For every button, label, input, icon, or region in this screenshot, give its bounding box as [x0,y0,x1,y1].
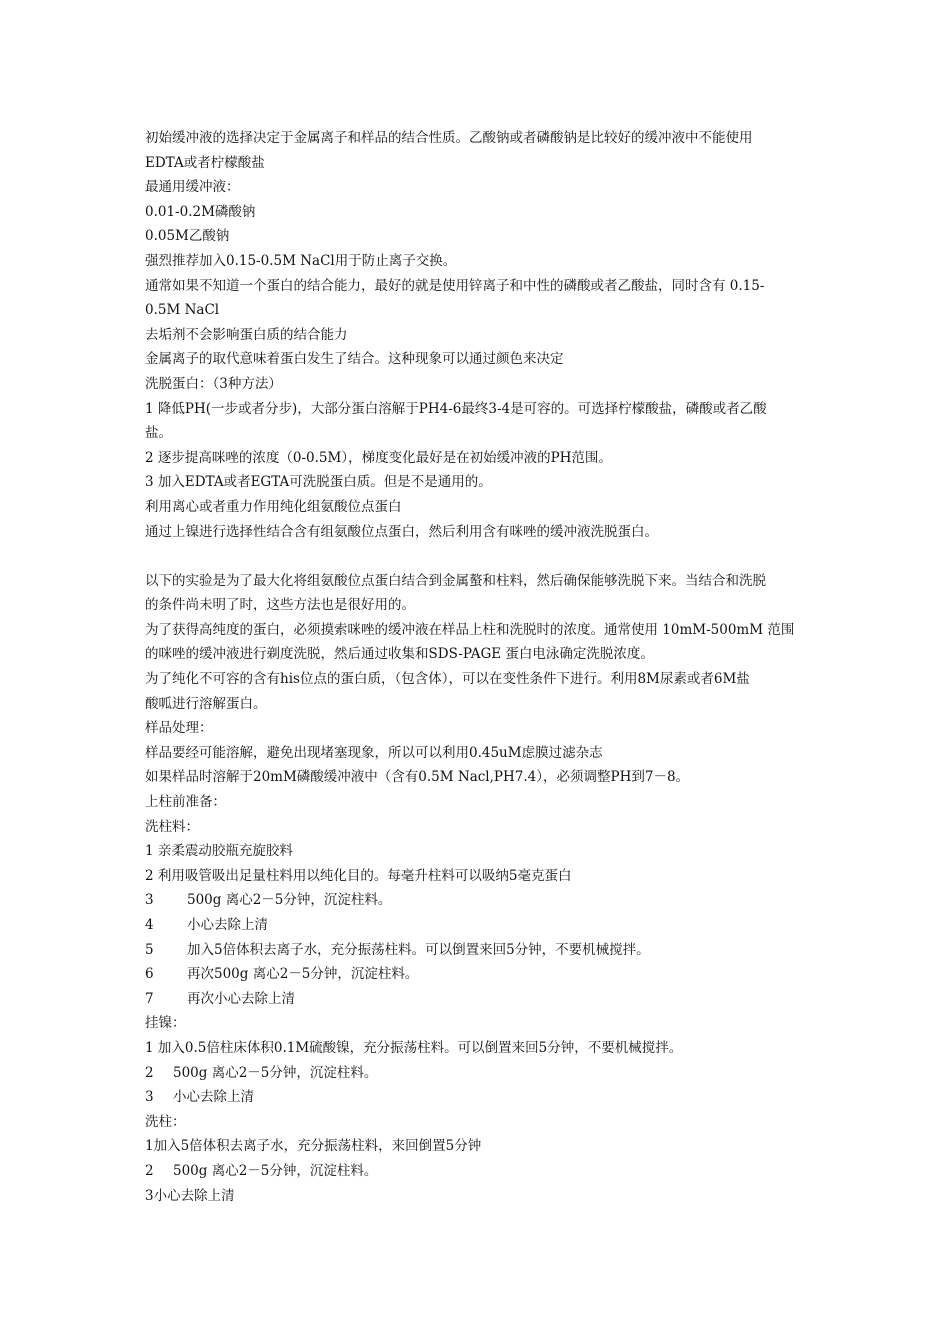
wash-step [145,839,815,864]
paragraph-line: 以下的实验是为了最大化将组氨酸位点蛋白结合到金属螯和柱料，然后确保能够洗脱下来。当结合和洗脱 [145,572,766,589]
method-line: 1 降低PH(一步或者分步)，大部分蛋白溶解于PH4-6最终3-4是可容的。可选择柠檬酸盐，磷酸或者乙酸 [145,400,767,417]
paragraph-line: 样品要经可能溶解，避免出现堵塞现象，所以可以利用0.45uM虑膜过滤杂志 [145,744,603,761]
step-number: 6 [145,966,154,983]
step-number: 5 [145,941,154,958]
buffer-line: 0.01-0.2M磷酸钠 [145,203,256,220]
column-step [145,1159,815,1184]
paragraph-line: 去垢剂不会影响蛋白质的结合能力 [145,326,348,343]
paragraph-line: 0.5M NaCl [145,302,220,319]
wash-step [145,888,815,913]
section-label: 挂镍： [145,1015,186,1032]
section-label: 洗脱蛋白：（3种方法） [145,375,282,392]
paragraph-line: 如果样品时溶解于20mM磷酸缓冲液中（含有0.5M Nacl,PH7.4），必须调整PH到7－8。 [145,769,690,786]
step-text: 小心去除上清 [153,1187,235,1204]
paragraph-line: 通过上镍进行选择性结合含有组氨酸位点蛋白，然后利用含有咪唑的缓冲液洗脱蛋白。 [145,523,658,540]
step-number: 1 [145,1138,154,1155]
paragraph-line: 强烈推荐加入0.15-0.5M NaCl用于防止离子交换。 [145,252,457,269]
step-number: 3 [145,1089,154,1106]
paragraph-line: 金属离子的取代意味着蛋白发生了结合。这种现象可以通过颜色来决定 [145,351,564,368]
column-step [145,1134,815,1159]
step-number: 2 [145,1064,154,1081]
step-text: 小心去除上清 [173,1089,254,1106]
paragraph-line: 为了纯化不可容的含有his位点的蛋白质，（包含体），可以在变性条件下进行。利用8M尿素或者6M盐 [145,671,750,688]
step-number: 4 [145,917,154,933]
step-text: 500g 离心2－5分钟，沉淀柱料。 [187,892,392,909]
column-step [145,1184,815,1209]
buffer-line: 0.05M乙酸钠 [145,228,230,245]
blank-line [145,544,815,569]
step-text: 500g 离心2－5分钟，沉淀柱料。 [173,1162,378,1179]
step-text: 利用吸管吸出足量柱料用以纯化目的。每毫升柱料可以吸纳5毫克蛋白 [157,867,572,884]
heading-line: 利用离心或者重力作用纯化组氨酸位点蛋白 [145,498,402,515]
wash-step [145,962,815,987]
nickel-step [145,1036,815,1061]
section-label: 样品处理： [145,720,213,737]
step-number: 1 [145,843,154,860]
step-number: 1 [145,1039,154,1056]
paragraph-line: 通常如果不知道一个蛋白的结合能力，最好的就是使用锌离子和中性的磷酸或者乙酸盐，同时含有 0.15- [145,277,765,294]
wash-step [145,987,815,1012]
step-text: 加入5倍体积去离子水，充分振荡柱料，来回倒置5分钟 [153,1138,482,1155]
step-text: 亲柔震动胶瓶充旋胶料 [157,843,293,860]
step-text: 500g 离心2－5分钟，沉淀柱料。 [173,1064,378,1081]
step-text: 加入0.5倍柱床体积0.1M硫酸镍，充分振荡柱料。可以倒置来回5分钟，不要机械搅拌。 [157,1039,683,1056]
section-label: 洗柱： [145,1113,186,1130]
paragraph-line: 的条件尚未明了时，这些方法也是很好用的。 [145,597,415,614]
step-text: 加入5倍体积去离子水，充分振荡柱料。可以倒置来回5分钟，不要机械搅拌。 [187,941,650,958]
section-label: 最通用缓冲液： [145,179,240,196]
step-number: 7 [145,990,154,1007]
section-label: 洗柱料： [145,818,199,835]
paragraph-line: 为了获得高纯度的蛋白，必须摸索咪唑的缓冲液在样品上柱和洗脱时的浓度。通常使用 10mM-500mM 范围 [145,621,795,638]
step-number: 2 [145,867,154,884]
paragraph-line: EDTA或者柠檬酸盐 [145,154,265,171]
wash-step [145,913,815,938]
step-text: 再次500g 离心2－5分钟，沉淀柱料。 [187,966,419,983]
paragraph-line: 初始缓冲液的选择决定于金属离子和样品的结合性质。乙酸钠或者磷酸钠是比较好的缓冲液中不能使用 [145,130,753,146]
document-body [145,126,815,1208]
section-label: 上柱前准备： [145,794,226,811]
nickel-step [145,1085,815,1110]
step-number: 3 [145,892,154,909]
method-line: 2 逐步提高咪唑的浓度（0-0.5M），梯度变化最好是在初始缓冲液的PH范围。 [145,449,612,466]
step-text: 再次小心去除上清 [187,990,295,1007]
paragraph-line: 酸呱进行溶解蛋白。 [145,695,267,712]
wash-step [145,938,815,963]
wash-step [145,864,815,889]
method-line: 盐。 [145,425,172,442]
nickel-step [145,1061,815,1086]
method-line: 3 加入EDTA或者EGTA可洗脱蛋白质。但是不是通用的。 [145,474,492,491]
step-number: 3 [145,1187,154,1204]
step-text: 小心去除上清 [187,917,268,933]
paragraph-line: 的咪唑的缓冲液进行剃度洗脱，然后通过收集和SDS-PAGE 蛋白电泳确定洗脱浓度。 [145,646,654,663]
step-number: 2 [145,1162,154,1179]
